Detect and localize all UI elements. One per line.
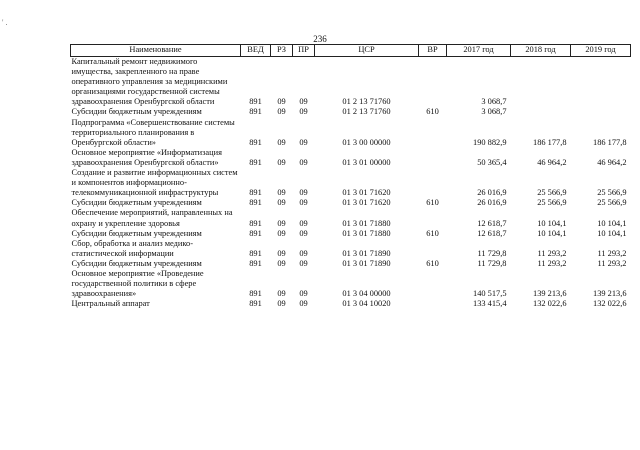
row-pr: 09	[299, 218, 308, 228]
row-2017: 190 882,9	[473, 137, 507, 147]
row-name: Субсидии бюджетным учреждениям	[71, 198, 202, 208]
row-2018: 11 293,2	[537, 258, 567, 268]
row-2018: 11 293,2	[537, 248, 567, 258]
row-rz: 09	[277, 157, 286, 167]
row-rz: 09	[277, 137, 286, 147]
table-row	[71, 259, 631, 269]
row-2018: 132 022,6	[533, 299, 567, 309]
row-csr: 01 3 01 71880	[342, 228, 391, 238]
row-csr: 01 3 01 71620	[342, 188, 391, 198]
row-vr	[419, 208, 447, 228]
row-vr	[419, 57, 447, 108]
row-name: Центральный аппарат	[71, 299, 150, 309]
row-pr: 09	[299, 289, 308, 299]
row-2019	[571, 57, 631, 108]
row-2018: 25 566,9	[537, 198, 567, 208]
row-pr: 09	[299, 107, 308, 117]
row-2019: 46 964,2	[597, 157, 627, 167]
row-pr: 09	[299, 258, 308, 268]
row-rz: 09	[277, 198, 286, 208]
row-ved: 891	[249, 198, 262, 208]
table-row	[71, 229, 631, 239]
row-2017: 12 618,7	[477, 218, 507, 228]
row-vr: 610	[426, 258, 439, 268]
row-2017: 3 068,7	[481, 107, 507, 117]
row-2017: 12 618,7	[477, 228, 507, 238]
row-2019: 10 104,1	[597, 218, 627, 228]
header-rz: РЗ	[271, 45, 293, 57]
row-2017: 140 517,5	[473, 289, 507, 299]
row-2019: 25 566,9	[597, 188, 627, 198]
table-row	[71, 208, 631, 228]
row-csr: 01 3 04 00000	[342, 289, 391, 299]
row-pr: 09	[299, 228, 308, 238]
header-csr: ЦСР	[315, 45, 419, 57]
row-rz: 09	[277, 258, 286, 268]
header-name: Наименование	[71, 45, 241, 57]
row-rz: 09	[277, 289, 286, 299]
row-ved: 891	[249, 289, 262, 299]
row-ved: 891	[249, 107, 262, 117]
row-rz: 09	[277, 218, 286, 228]
row-name: Основное мероприятие «Информатизация здравоохранения Оренбургской области»	[71, 147, 222, 167]
header-vr: ВР	[419, 45, 447, 57]
row-ved: 891	[249, 299, 262, 309]
row-vr	[419, 269, 447, 299]
row-csr: 01 2 13 71760	[342, 97, 391, 107]
table-row	[71, 168, 631, 198]
row-name: Обеспечение мероприятий, направленных на охрану и укрепление здоровья	[71, 208, 233, 228]
row-pr: 09	[299, 157, 308, 167]
row-2019: 132 022,6	[593, 299, 627, 309]
row-ved: 891	[249, 218, 262, 228]
row-pr: 09	[299, 198, 308, 208]
header-2019: 2019 год	[571, 45, 631, 57]
row-2018	[511, 107, 571, 117]
row-2017: 26 016,9	[477, 198, 507, 208]
row-2017: 133 415,4	[473, 299, 507, 309]
row-vr	[419, 299, 447, 309]
row-vr	[419, 239, 447, 259]
row-name: Субсидии бюджетным учреждениям	[71, 228, 202, 238]
row-2018: 25 566,9	[537, 188, 567, 198]
header-2018: 2018 год	[511, 45, 571, 57]
row-2017: 26 016,9	[477, 188, 507, 198]
table-row	[71, 57, 631, 108]
table-row	[71, 118, 631, 148]
row-2017: 3 068,7	[481, 97, 507, 107]
row-name: Создание и развитие информационных систем и компонентов информационно-телекоммуникационной инфраструктуры	[71, 168, 238, 198]
row-pr: 09	[299, 188, 308, 198]
row-vr	[419, 168, 447, 198]
row-2018	[511, 57, 571, 108]
table-body	[71, 57, 631, 310]
table-row	[71, 198, 631, 208]
header-2017: 2017 год	[447, 45, 511, 57]
row-rz: 09	[277, 107, 286, 117]
row-2019: 139 213,6	[593, 289, 627, 299]
page-number: 236	[313, 34, 327, 44]
row-2018: 186 177,8	[533, 137, 567, 147]
row-2019: 11 293,2	[597, 248, 627, 258]
row-2019: 11 293,2	[597, 258, 627, 268]
row-name: Субсидии бюджетным учреждениям	[71, 107, 202, 117]
row-pr: 09	[299, 299, 308, 309]
row-2019: 25 566,9	[597, 198, 627, 208]
row-2019	[571, 107, 631, 117]
row-2017: 11 729,8	[477, 258, 507, 268]
row-name: Сбор, обработка и анализ медико-статистической информации	[71, 238, 194, 258]
row-ved: 891	[249, 97, 262, 107]
row-vr: 610	[426, 107, 439, 117]
row-csr: 01 3 04 10020	[342, 299, 391, 309]
row-name: Основное мероприятие «Проведение государственной политики в сфере здравоохранения»	[71, 268, 204, 299]
row-csr: 01 2 13 71760	[342, 107, 391, 117]
header-pr: ПР	[293, 45, 315, 57]
row-ved: 891	[249, 157, 262, 167]
table-row	[71, 269, 631, 299]
row-pr: 09	[299, 137, 308, 147]
row-name: Подпрограмма «Совершенствование системы территориального планирования в Оренбургской области»	[71, 117, 235, 147]
row-pr: 09	[299, 97, 308, 107]
row-vr	[419, 118, 447, 148]
row-2017: 11 729,8	[477, 248, 507, 258]
margin-mark: ' .	[2, 18, 8, 27]
row-csr: 01 3 01 71890	[342, 248, 391, 258]
row-pr: 09	[299, 248, 308, 258]
row-csr: 01 3 01 71620	[342, 198, 391, 208]
table-row	[71, 239, 631, 259]
row-csr: 01 3 01 00000	[342, 157, 391, 167]
row-2019: 186 177,8	[593, 137, 627, 147]
row-vr: 610	[426, 198, 439, 208]
table-row	[71, 107, 631, 117]
row-ved: 891	[249, 258, 262, 268]
row-name: Капитальный ремонт недвижимого имущества, закрепленного на праве оперативного управления за медицинскими организациями государственной системы здравоохранения Оренбургской области	[71, 57, 228, 107]
header-ved: ВЕД	[241, 45, 271, 57]
row-2019: 10 104,1	[597, 228, 627, 238]
table-row	[71, 299, 631, 309]
row-vr: 610	[426, 228, 439, 238]
row-ved: 891	[249, 137, 262, 147]
row-2018: 10 104,1	[537, 228, 567, 238]
row-csr: 01 3 01 71880	[342, 218, 391, 228]
row-rz: 09	[277, 188, 286, 198]
row-rz: 09	[277, 97, 286, 107]
row-csr: 01 3 01 71890	[342, 258, 391, 268]
budget-table	[70, 44, 631, 309]
row-csr: 01 3 00 00000	[342, 137, 391, 147]
row-rz: 09	[277, 248, 286, 258]
row-rz: 09	[277, 228, 286, 238]
row-ved: 891	[249, 188, 262, 198]
row-name: Субсидии бюджетным учреждениям	[71, 258, 202, 268]
row-ved: 891	[249, 248, 262, 258]
row-ved: 891	[249, 228, 262, 238]
row-vr	[419, 148, 447, 168]
row-2017: 50 365,4	[477, 157, 507, 167]
table-header-row	[71, 45, 631, 57]
row-2018: 46 964,2	[537, 157, 567, 167]
row-2018: 139 213,6	[533, 289, 567, 299]
row-rz: 09	[277, 299, 286, 309]
table-row	[71, 148, 631, 168]
row-2018: 10 104,1	[537, 218, 567, 228]
